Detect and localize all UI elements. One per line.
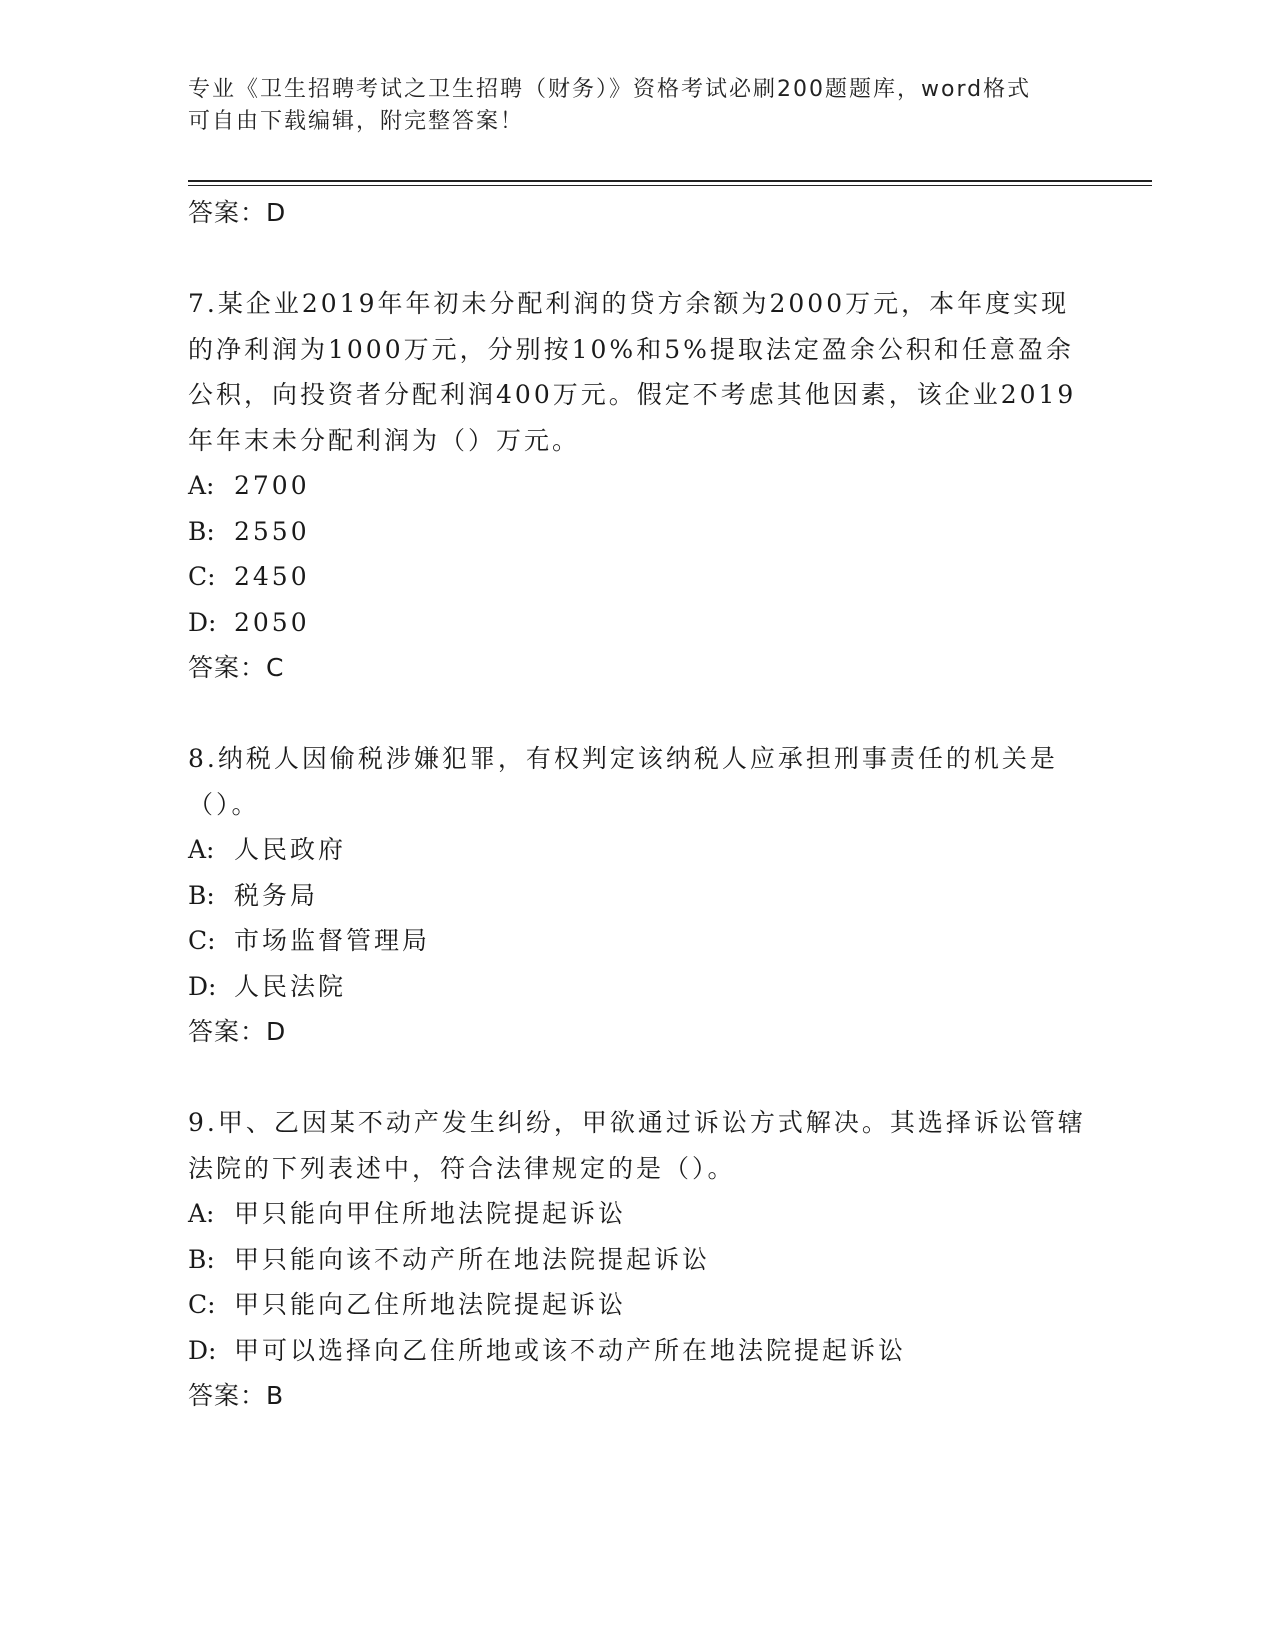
option-key: C: [188,1290,216,1319]
option-b [188,509,1088,555]
question-block-7 [188,281,1088,691]
document-body [188,190,1088,1419]
answer-line: 答案：C [188,653,285,682]
option-b [188,873,1088,919]
question-block-8 [188,736,1088,1055]
option-key: C: [188,562,216,591]
option-text: 人民政府 [234,835,347,864]
option-text: 甲只能向该不动产所在地法院提起诉讼 [234,1244,711,1274]
option-text: 税务局 [234,880,319,910]
option-a [188,463,1088,509]
header-divider-thick [188,180,1152,182]
option-key: B: [188,880,215,910]
answer-line: 答案：D [188,1017,287,1046]
answer-line: 答案：B [188,1381,285,1410]
spacer [188,1055,1088,1100]
previous-answer: 答案：D [188,198,287,227]
option-key: D: [188,1335,217,1365]
option-text: 甲只能向乙住所地法院提起诉讼 [234,1290,627,1319]
option-key: D: [188,607,217,637]
option-text: 人民法院 [234,971,347,1001]
option-key: B: [188,516,215,546]
option-c [188,554,1088,600]
option-text: 2050 [234,607,310,637]
option-text: 2450 [234,562,310,591]
spacer [188,236,1088,281]
option-key: C: [188,926,216,955]
option-key: A: [188,1199,215,1228]
option-text: 2550 [234,516,310,546]
option-c [188,1282,1088,1328]
document-header [188,74,1068,138]
option-a [188,827,1088,873]
option-key: B: [188,1244,215,1274]
option-a [188,1191,1088,1237]
header-line-2: 可自由下载编辑，附完整答案！ [188,109,525,134]
option-key: D: [188,971,217,1001]
question-stem: 9.甲、乙因某不动产发生纠纷，甲欲通过诉讼方式解决。其选择诉讼管辖法院的下列表述中，符合法律规定的是（）。 [188,1108,1086,1183]
header-line-1: 专业《卫生招聘考试之卫生招聘（财务）》资格考试必刷200题题库，word格式 [188,77,1032,102]
option-c [188,918,1088,964]
option-d [188,1328,1088,1374]
question-block-9 [188,1100,1088,1419]
option-text: 市场监督管理局 [234,926,431,955]
header-divider-thin [188,185,1152,186]
question-stem: 7.某企业2019年年初未分配利润的贷方余额为2000万元，本年度实现的净利润为1000万元，分别按10%和5%提取法定盈余公积和任意盈余公积，向投资者分配利润400万元。假定不考虑其他因素，该企业2019年年末未分配利润为（）万元。 [188,289,1077,455]
option-text: 甲可以选择向乙住所地或该不动产所在地法院提起诉讼 [234,1335,907,1365]
option-text: 甲只能向甲住所地法院提起诉讼 [234,1199,627,1228]
option-text: 2700 [234,471,310,500]
option-d [188,964,1088,1010]
option-b [188,1237,1088,1283]
spacer [188,691,1088,736]
option-key: A: [188,835,215,864]
option-key: A: [188,471,215,500]
question-stem: 8.纳税人因偷税涉嫌犯罪，有权判定该纳税人应承担刑事责任的机关是（）。 [188,744,1058,819]
option-d [188,600,1088,646]
